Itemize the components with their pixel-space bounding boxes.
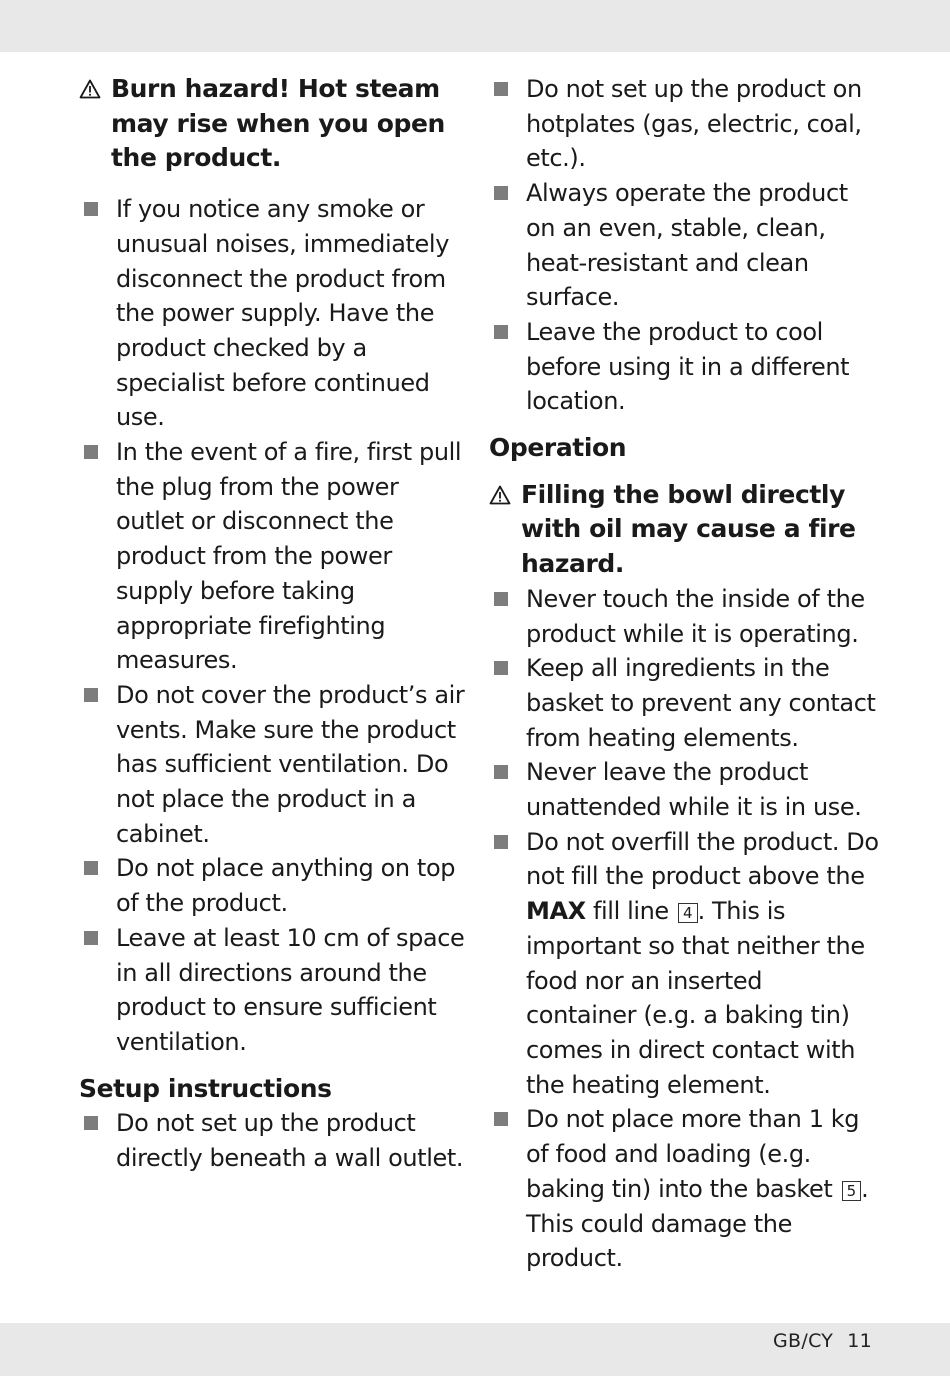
square-bullet-icon bbox=[84, 445, 98, 459]
list-item: Do not cover the product’s air vents. Make sure the product has sufficient ventilation. Do not place the product in a cabinet. bbox=[79, 678, 469, 852]
square-bullet-icon bbox=[494, 1112, 508, 1126]
warning-title: Filling the bowl directly with oil may cause a fire hazard. bbox=[521, 479, 856, 579]
max-label: MAX bbox=[526, 897, 586, 926]
setup-list bbox=[79, 1106, 469, 1175]
page-number: 11 bbox=[847, 1330, 872, 1352]
square-bullet-icon bbox=[84, 861, 98, 875]
fire-hazard-warning bbox=[489, 478, 879, 582]
square-bullet-icon bbox=[494, 835, 508, 849]
left-column bbox=[79, 72, 469, 1176]
list-item: If you notice any smoke or unusual noises, immediately disconnect the product from the power supply. Have the product checked by a specialist before continued use. bbox=[79, 192, 469, 435]
top-band bbox=[0, 0, 950, 52]
square-bullet-icon bbox=[84, 931, 98, 945]
right-column bbox=[489, 72, 879, 1276]
burn-hazard-warning bbox=[79, 72, 469, 176]
list-item: Never touch the inside of the product while it is operating. bbox=[489, 582, 879, 651]
square-bullet-icon bbox=[494, 325, 508, 339]
square-bullet-icon bbox=[494, 765, 508, 779]
list-item: Do not place anything on top of the product. bbox=[79, 851, 469, 920]
square-bullet-icon bbox=[494, 592, 508, 606]
list-item: Do not set up the product directly beneath a wall outlet. bbox=[79, 1106, 469, 1175]
operation-list bbox=[489, 582, 879, 1276]
region-label: GB/CY bbox=[773, 1330, 834, 1352]
square-bullet-icon bbox=[494, 186, 508, 200]
square-bullet-icon bbox=[84, 202, 98, 216]
part-reference-5: 5 bbox=[842, 1181, 862, 1201]
square-bullet-icon bbox=[494, 661, 508, 675]
part-reference-4: 4 bbox=[678, 903, 698, 923]
page-footer bbox=[773, 1328, 872, 1354]
list-item: Keep all ingredients in the basket to prevent any contact from heating elements. bbox=[489, 651, 879, 755]
warning-title: Burn hazard! Hot steam may rise when you open the product. bbox=[111, 74, 445, 173]
list-item: Do not set up the product on hotplates (gas, electric, coal, etc.). bbox=[489, 72, 879, 176]
list-item-overfill: Do not overfill the product. Do not fill the product above the MAX fill line 4 . This is important so that neither the food nor an inserted container (e.g. a baking tin) comes in direct contact with the heating element. bbox=[489, 825, 879, 1103]
setup-instructions-heading: Setup instructions bbox=[79, 1073, 332, 1103]
square-bullet-icon bbox=[84, 688, 98, 702]
list-item: Leave at least 10 cm of space in all directions around the product to ensure sufficient ventilation. bbox=[79, 921, 469, 1060]
warning-triangle-icon bbox=[79, 72, 111, 103]
list-item: Always operate the product on an even, stable, clean, heat-resistant and clean surface. bbox=[489, 176, 879, 315]
safety-list bbox=[79, 192, 469, 1060]
list-item-weight: Do not place more than 1 kg of food and loading (e.g. baking tin) into the basket 5 . This could damage the product. bbox=[489, 1102, 879, 1276]
list-item: Leave the product to cool before using it in a different location. bbox=[489, 315, 879, 419]
list-item: In the event of a fire, first pull the plug from the power outlet or disconnect the product from the power supply before taking appropriate firefighting measures. bbox=[79, 435, 469, 678]
operation-heading: Operation bbox=[489, 433, 627, 463]
setup-list-continued bbox=[489, 72, 879, 419]
square-bullet-icon bbox=[84, 1116, 98, 1130]
warning-triangle-icon bbox=[489, 478, 521, 509]
list-item: Never leave the product unattended while it is in use. bbox=[489, 755, 879, 824]
square-bullet-icon bbox=[494, 82, 508, 96]
